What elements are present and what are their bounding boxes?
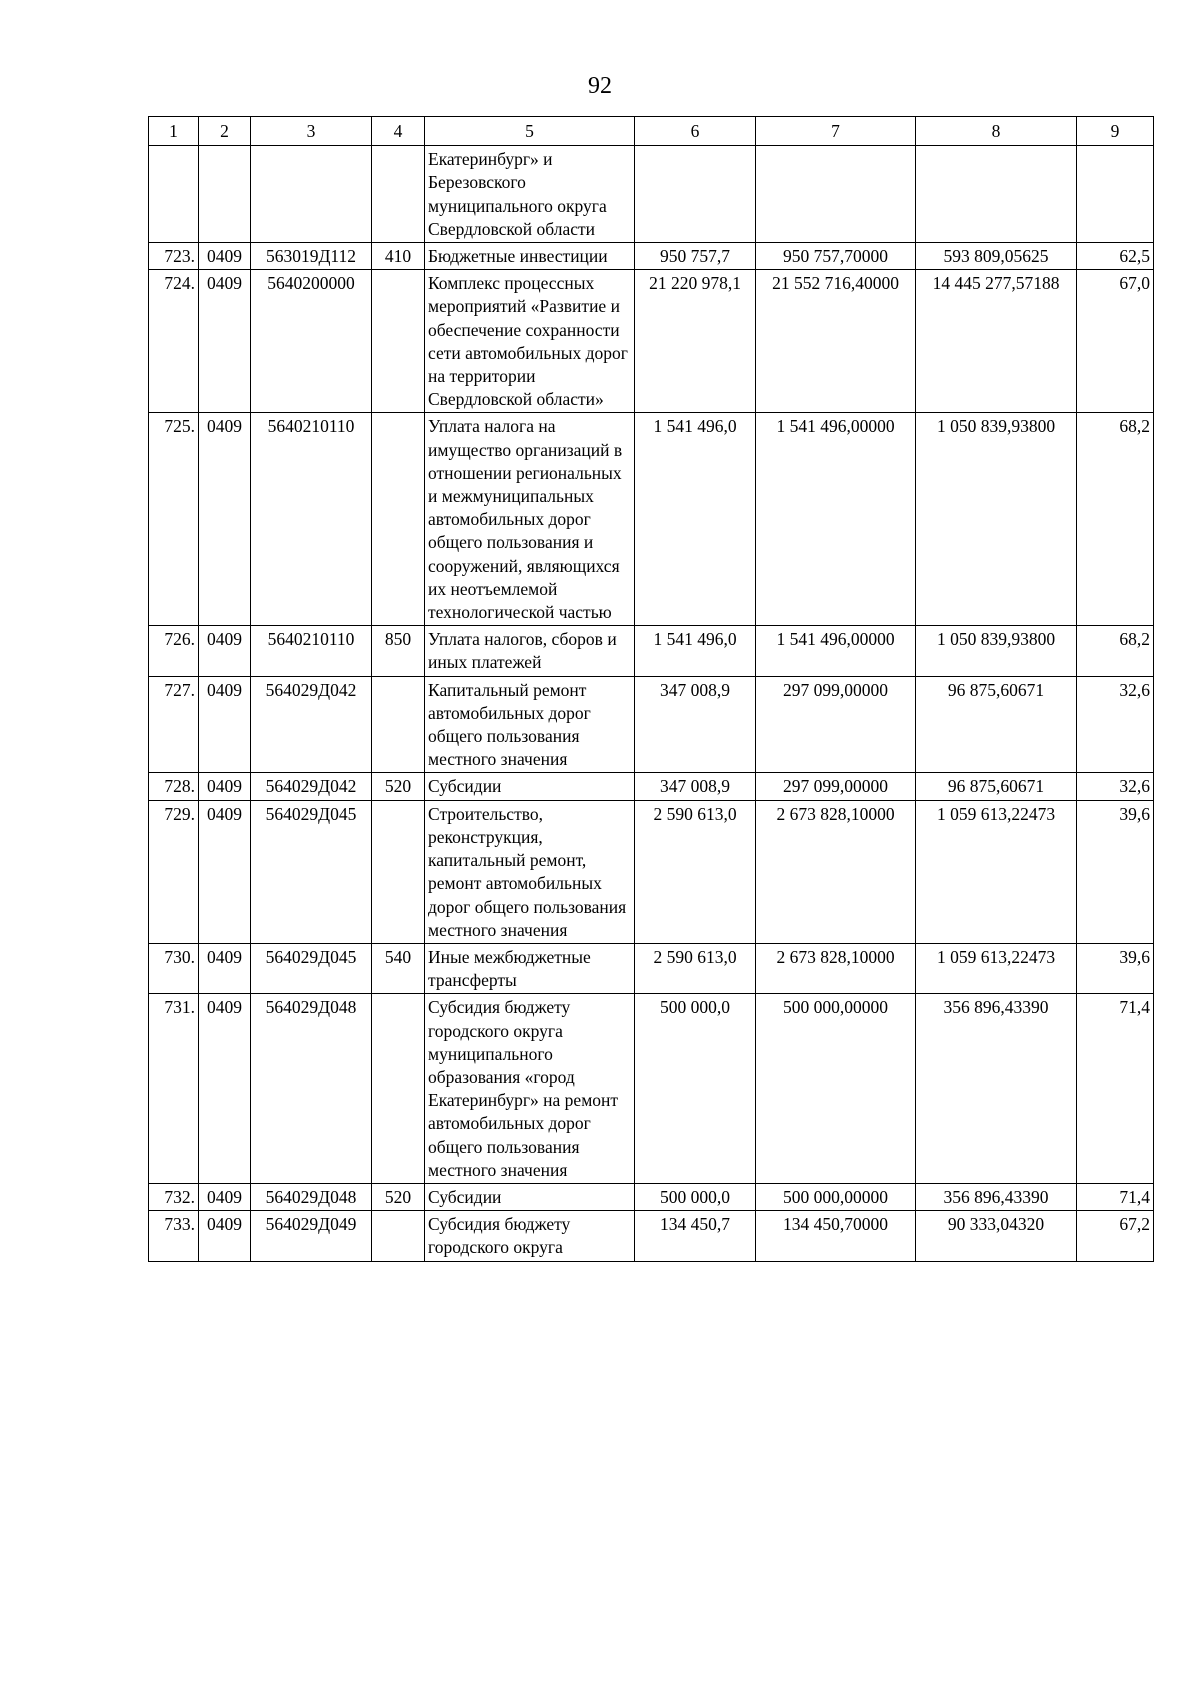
item-name: Бюджетные инвестиции [425,243,635,270]
planned-value: 1 541 496,0 [635,626,756,676]
expense-type: 410 [372,243,425,270]
item-name: Субсидия бюджету городского округа муниципального образования «город Екатеринбург» на ремонт автомобильных дорог общего пользования местного значения [425,994,635,1184]
planned-value: 2 590 613,0 [635,943,756,993]
table-row [149,270,1154,413]
approved-value: 950 757,70000 [756,243,916,270]
section-code: 0409 [199,413,251,626]
expense-type: 850 [372,626,425,676]
expense-type [372,994,425,1184]
column-header: 6 [635,117,756,146]
execution-percent: 62,5 [1077,243,1154,270]
item-name: Субсидии [425,1183,635,1210]
expense-type: 520 [372,773,425,800]
table-row [149,1183,1154,1210]
section-code: 0409 [199,1211,251,1261]
column-header: 8 [916,117,1077,146]
target-code: 564029Д048 [251,1183,372,1210]
row-number: 725. [149,413,199,626]
planned-value: 21 220 978,1 [635,270,756,413]
execution-percent: 68,2 [1077,626,1154,676]
target-code: 563019Д112 [251,243,372,270]
execution-percent: 67,2 [1077,1211,1154,1261]
expense-type [372,413,425,626]
target-code: 5640200000 [251,270,372,413]
section-code: 0409 [199,676,251,773]
row-number: 733. [149,1211,199,1261]
expense-type: 520 [372,1183,425,1210]
row-number: 726. [149,626,199,676]
planned-value: 500 000,0 [635,994,756,1184]
executed-value: 1 059 613,22473 [916,943,1077,993]
executed-value: 14 445 277,57188 [916,270,1077,413]
executed-value: 1 050 839,93800 [916,413,1077,626]
table-row [149,676,1154,773]
target-code [251,146,372,243]
table-row [149,626,1154,676]
executed-value: 1 059 613,22473 [916,800,1077,943]
target-code: 5640210110 [251,626,372,676]
table-row [149,146,1154,243]
column-header: 2 [199,117,251,146]
executed-value: 96 875,60671 [916,676,1077,773]
header-row [149,117,1154,146]
row-number: 730. [149,943,199,993]
execution-percent: 32,6 [1077,773,1154,800]
row-number: 732. [149,1183,199,1210]
section-code: 0409 [199,994,251,1184]
item-name: Комплекс процессных мероприятий «Развитие и обеспечение сохранности сети автомобильных дорог на территории Свердловской области» [425,270,635,413]
item-name: Екатеринбург» и Березовского муниципального округа Свердловской области [425,146,635,243]
target-code: 564029Д042 [251,676,372,773]
planned-value: 347 008,9 [635,676,756,773]
executed-value: 1 050 839,93800 [916,626,1077,676]
expense-type [372,800,425,943]
target-code: 564029Д045 [251,800,372,943]
column-header: 3 [251,117,372,146]
planned-value: 1 541 496,0 [635,413,756,626]
section-code: 0409 [199,243,251,270]
planned-value: 500 000,0 [635,1183,756,1210]
table-row [149,994,1154,1184]
table-row [149,773,1154,800]
approved-value [756,146,916,243]
expense-type: 540 [372,943,425,993]
item-name: Иные межбюджетные трансферты [425,943,635,993]
target-code: 5640210110 [251,413,372,626]
approved-value: 1 541 496,00000 [756,626,916,676]
section-code [199,146,251,243]
expense-type [372,1211,425,1261]
column-header: 4 [372,117,425,146]
section-code: 0409 [199,773,251,800]
item-name: Строительство, реконструкция, капитальный ремонт, ремонт автомобильных дорог общего пользования местного значения [425,800,635,943]
item-name: Субсидия бюджету городского округа [425,1211,635,1261]
approved-value: 297 099,00000 [756,676,916,773]
target-code: 564029Д048 [251,994,372,1184]
row-number: 727. [149,676,199,773]
section-code: 0409 [199,626,251,676]
approved-value: 500 000,00000 [756,1183,916,1210]
budget-table [148,116,1154,1262]
execution-percent: 71,4 [1077,1183,1154,1210]
column-header: 9 [1077,117,1154,146]
row-number [149,146,199,243]
row-number: 724. [149,270,199,413]
target-code: 564029Д045 [251,943,372,993]
item-name: Уплата налогов, сборов и иных платежей [425,626,635,676]
column-header: 1 [149,117,199,146]
table-row [149,243,1154,270]
expense-type [372,676,425,773]
executed-value: 356 896,43390 [916,1183,1077,1210]
planned-value: 950 757,7 [635,243,756,270]
execution-percent: 67,0 [1077,270,1154,413]
section-code: 0409 [199,800,251,943]
section-code: 0409 [199,943,251,993]
row-number: 728. [149,773,199,800]
item-name: Субсидии [425,773,635,800]
approved-value: 1 541 496,00000 [756,413,916,626]
planned-value [635,146,756,243]
execution-percent [1077,146,1154,243]
execution-percent: 39,6 [1077,943,1154,993]
table-row [149,943,1154,993]
approved-value: 2 673 828,10000 [756,943,916,993]
row-number: 723. [149,243,199,270]
approved-value: 500 000,00000 [756,994,916,1184]
expense-type [372,270,425,413]
planned-value: 134 450,7 [635,1211,756,1261]
page-number: 92 [588,73,612,99]
row-number: 731. [149,994,199,1184]
approved-value: 134 450,70000 [756,1211,916,1261]
target-code: 564029Д042 [251,773,372,800]
target-code: 564029Д049 [251,1211,372,1261]
approved-value: 21 552 716,40000 [756,270,916,413]
execution-percent: 68,2 [1077,413,1154,626]
executed-value: 96 875,60671 [916,773,1077,800]
execution-percent: 71,4 [1077,994,1154,1184]
table-row [149,1211,1154,1261]
item-name: Капитальный ремонт автомобильных дорог общего пользования местного значения [425,676,635,773]
expense-type [372,146,425,243]
executed-value [916,146,1077,243]
table-row [149,413,1154,626]
executed-value: 356 896,43390 [916,994,1077,1184]
section-code: 0409 [199,1183,251,1210]
table-row [149,800,1154,943]
executed-value: 90 333,04320 [916,1211,1077,1261]
execution-percent: 39,6 [1077,800,1154,943]
column-header: 5 [425,117,635,146]
column-header: 7 [756,117,916,146]
table-body [149,117,1154,1262]
approved-value: 297 099,00000 [756,773,916,800]
executed-value: 593 809,05625 [916,243,1077,270]
planned-value: 347 008,9 [635,773,756,800]
item-name: Уплата налога на имущество организаций в отношении региональных и межмуниципальных автомобильных дорог общего пользования и сооружений, являющихся их неотъемлемой технологической частью [425,413,635,626]
execution-percent: 32,6 [1077,676,1154,773]
approved-value: 2 673 828,10000 [756,800,916,943]
row-number: 729. [149,800,199,943]
planned-value: 2 590 613,0 [635,800,756,943]
section-code: 0409 [199,270,251,413]
